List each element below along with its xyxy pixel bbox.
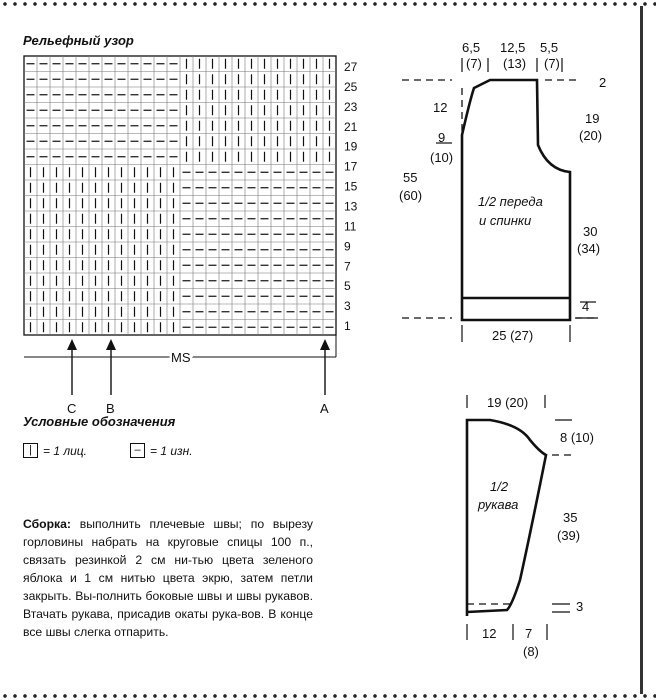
row-label: 15 <box>344 179 358 194</box>
sleeve-dim-bottom-7-sub: (8) <box>523 644 539 659</box>
legend-knit-text: = 1 лиц. <box>43 443 87 458</box>
row-label: 17 <box>344 159 358 174</box>
row-label: 9 <box>344 239 351 254</box>
sleeve-dim-right-35-sub: (39) <box>557 528 581 543</box>
row-label: 19 <box>344 139 358 154</box>
row-label: 5 <box>344 279 351 294</box>
dim-top-mid: 12,5 <box>500 40 526 55</box>
sleeve-dim-bottom-12: 12 <box>482 626 497 641</box>
dim-right-4: 4 <box>582 299 590 314</box>
dim-top-left: 6,5 <box>462 40 481 55</box>
dim-top-left-sub: (7) <box>466 56 482 71</box>
dim-right-30-sub: (34) <box>577 241 601 256</box>
dim-left-12: 12 <box>433 100 448 115</box>
row-label: 1 <box>344 319 351 334</box>
sleeve-dim-right-8: 8 (10) <box>560 430 594 445</box>
knit-symbol-box: | <box>23 443 38 458</box>
dim-top-right-sub: (7) <box>544 56 560 71</box>
dim-right-top: 2 <box>599 75 607 90</box>
legend-title: Условные обозначения <box>23 414 176 429</box>
sleeve-label-1: 1/2 <box>490 479 509 494</box>
body-label-1: 1/2 переда <box>478 194 543 209</box>
dim-top-right: 5,5 <box>540 40 559 55</box>
dim-right-19: 19 <box>585 111 600 126</box>
body-label-2: и спинки <box>479 213 532 228</box>
sleeve-label-2: рукава <box>478 497 519 512</box>
dim-left-9-sub: (10) <box>430 150 454 165</box>
row-label: 27 <box>344 60 358 74</box>
legend-purl-text: = 1 изн. <box>150 443 193 458</box>
row-label: 11 <box>344 219 357 234</box>
dim-bottom: 25 (27) <box>492 328 534 343</box>
dim-right-30: 30 <box>583 224 598 239</box>
ms-label: MS <box>171 350 191 365</box>
dim-top-mid-sub: (13) <box>503 56 527 71</box>
arrow-b-label: B <box>106 401 115 416</box>
row-label: 25 <box>344 79 358 94</box>
assembly-lead: Сборка: <box>23 517 71 531</box>
dim-left-55-sub: (60) <box>399 188 423 203</box>
dim-left-9: 9 <box>438 130 446 145</box>
sleeve-dim-right-35: 35 <box>563 510 578 525</box>
arrow-c-label: C <box>67 401 77 416</box>
sleeve-dim-top: 19 (20) <box>487 395 529 410</box>
dim-left-55: 55 <box>403 170 418 185</box>
purl-symbol-box: – <box>130 443 145 458</box>
assembly-text: выполнить плечевые швы; по вырезу горловины набрать на круговые спицы 100 п., связать резинкой 2 см ни-тью цвета зеленого яблока и 1 см нитью цвета экрю, затем петли закрыть. Вы-полнить боковые швы и швы рукавов. Втачать рукава, присадив окаты рука-вов. В конце все швы слегка отпарить. <box>23 517 313 639</box>
sleeve-dim-right-3: 3 <box>576 599 584 614</box>
arrow-a-label: A <box>320 401 329 416</box>
sleeve-dim-bottom-7: 7 <box>525 626 533 641</box>
sleeve-outline <box>467 420 546 616</box>
row-label: 3 <box>344 299 351 314</box>
dim-right-19-sub: (20) <box>579 128 603 143</box>
row-label: 23 <box>344 99 358 114</box>
row-label: 13 <box>344 199 358 214</box>
chart-title: Рельефный узор <box>23 33 134 48</box>
row-label: 7 <box>344 259 351 274</box>
row-label: 21 <box>344 119 358 134</box>
